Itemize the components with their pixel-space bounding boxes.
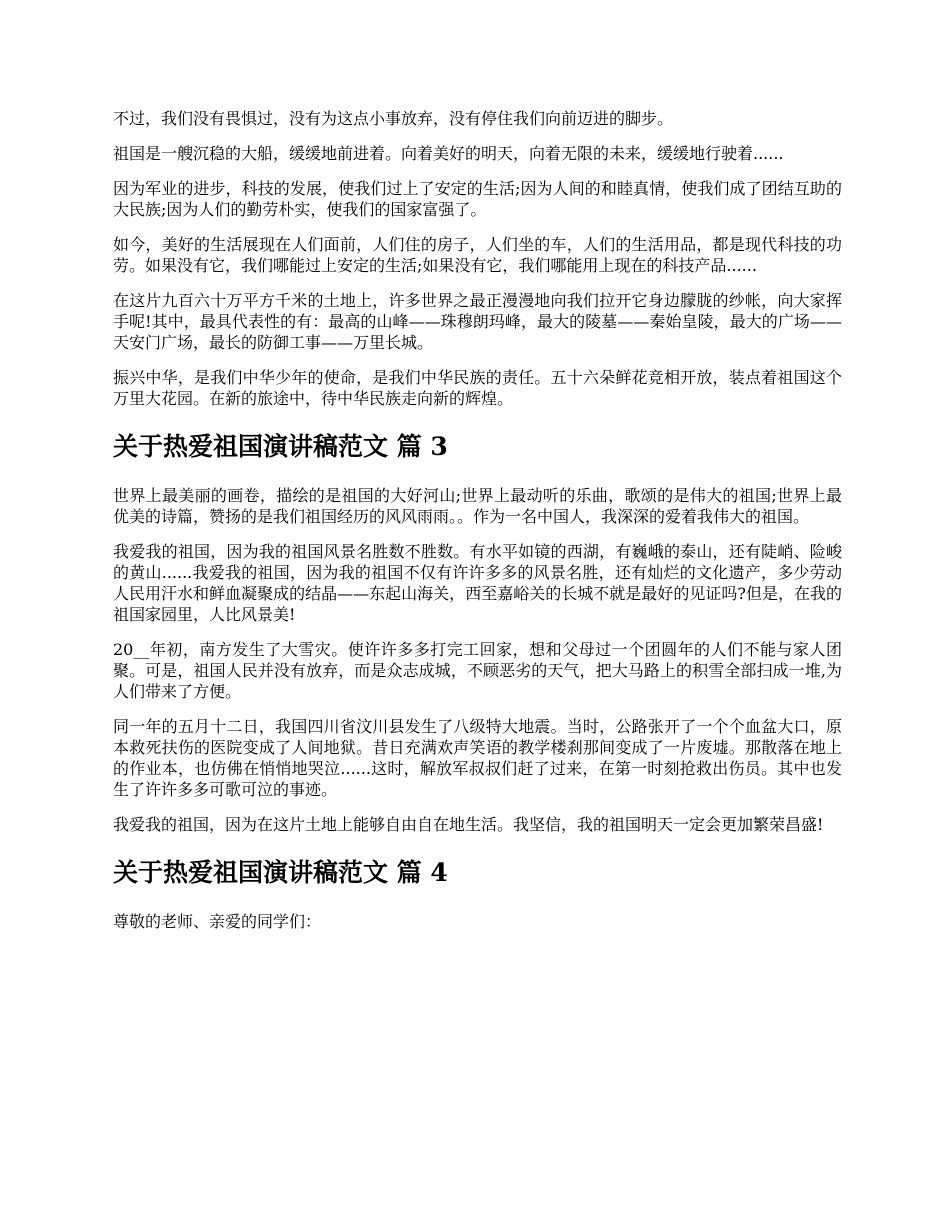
- paragraph: 我爱我的祖国，因为在这片土地上能够自由自在地生活。我坚信，我的祖国明天一定会更加繁荣昌盛!: [113, 815, 824, 834]
- paragraph: 振兴中华，是我们中华少年的使命，是我们中华民族的责任。五十六朵鲜花竞相开放，装点着祖国这个万里大花园。在新的旅途中，待中华民族走向新的辉煌。: [113, 368, 842, 408]
- paragraph: 世界上最美丽的画卷，描绘的是祖国的大好河山;世界上最动听的乐曲，歌颂的是伟大的祖国;世界上最优美的诗篇，赞扬的是我们祖国经历的风风雨雨。。作为一名中国人，我深深的爱着我伟大的祖国。: [113, 486, 842, 526]
- paragraph: 如今，美好的生活展现在人们面前，人们住的房子，人们坐的车，人们的生活用品，都是现代科技的功劳。如果没有它，我们哪能过上安定的生活;如果没有它，我们哪能用上现在的科技产品......: [113, 235, 842, 275]
- section-heading: 关于热爱祖国演讲稿范文 篇 3: [113, 432, 448, 461]
- paragraph: 不过，我们没有畏惧过，没有为这点小事放弃，没有停住我们向前迈进的脚步。: [113, 109, 674, 128]
- document-page: [113, 108, 842, 946]
- paragraph: 我爱我的祖国，因为我的祖国风景名胜数不胜数。有水平如镜的西湖，有巍峨的泰山，还有陡峭、险峻的黄山......我爱我的祖国，因为我的祖国不仅有许许多多的风景名胜，还有灿烂的文化遗产，多少劳动人民用汗水和鲜血凝聚成的结晶——东起山海关，西至嘉峪关的长城不就是最好的见证吗?但是，在我的祖国家园里，人比风景美!: [113, 542, 842, 624]
- paragraph: 尊敬的老师、亲爱的同学们：: [113, 912, 322, 931]
- paragraph: 20__年初，南方发生了大雪灾。使许许多多打完工回家，想和父母过一个团圆年的人们不能与家人团聚。可是，祖国人民并没有放弃，而是众志成城，不顾恶劣的天气，把大马路上的积雪全部扫成一堆,为人们带来了方便。: [113, 640, 842, 701]
- paragraph: 祖国是一艘沉稳的大船，缓缓地前进着。向着美好的明天，向着无限的未来，缓缓地行驶着......: [113, 144, 784, 163]
- paragraph: 同一年的五月十二日，我国四川省汶川县发生了八级特大地震。当时，公路张开了一个个血盆大口，原本救死扶伤的医院变成了人间地狱。昔日充满欢声笑语的教学楼刹那间变成了一片废墟。那散落在地上的作业本，也仿佛在悄悄地哭泣......这时，解放军叔叔们赶了过来，在第一时刻抢救出伤员。其中也发生了许许多多可歌可泣的事迹。: [113, 717, 842, 799]
- section-heading: 关于热爱祖国演讲稿范文 篇 4: [113, 858, 448, 887]
- paragraph: 在这片九百六十万平方千米的土地上，许多世界之最正漫漫地向我们拉开它身边朦胧的纱帐，向大家挥手呢!其中，最具代表性的有：最高的山峰——珠穆朗玛峰，最大的陵墓——秦始皇陵，最大的广场——天安门广场，最长的防御工事——万里长城。: [113, 291, 842, 352]
- paragraph: 因为军业的进步，科技的发展，使我们过上了安定的生活;因为人间的和睦真情，使我们成了团结互助的大民族;因为人们的勤劳朴实，使我们的国家富强了。: [113, 179, 842, 219]
